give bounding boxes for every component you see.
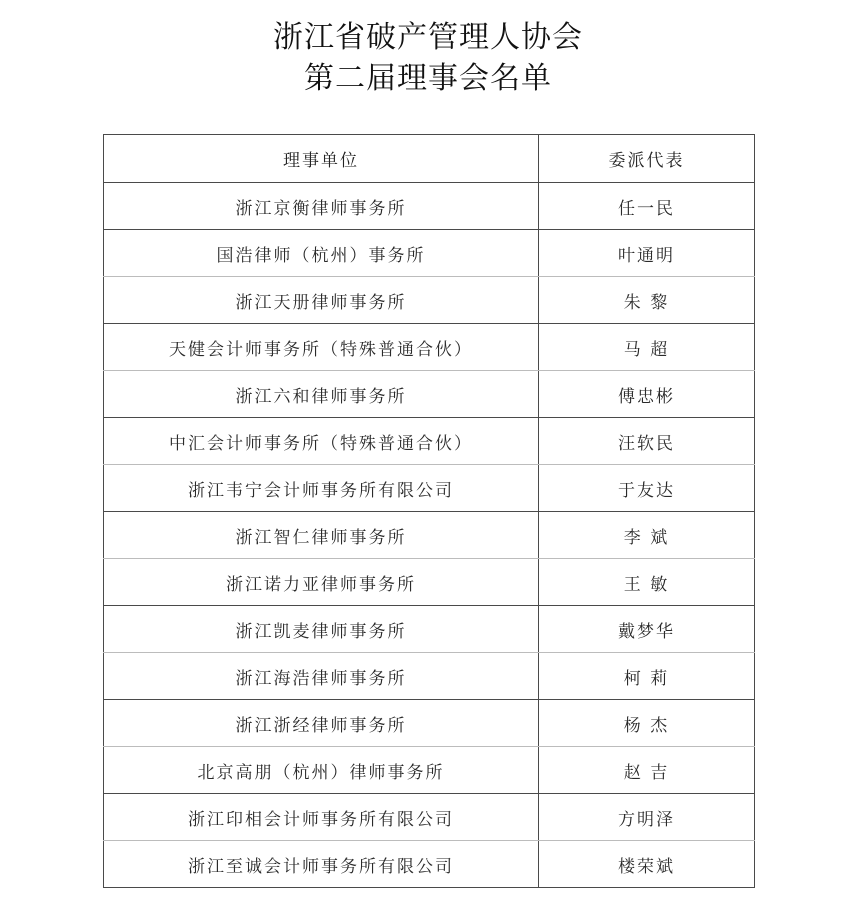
member-representative: 任一民 (539, 183, 755, 230)
member-unit: 浙江智仁律师事务所 (104, 512, 539, 559)
member-representative: 赵 吉 (539, 747, 755, 794)
table-row (104, 512, 755, 559)
member-representative: 李 斌 (539, 512, 755, 559)
table-row (104, 794, 755, 841)
member-unit: 浙江韦宁会计师事务所有限公司 (104, 465, 539, 512)
table-row (104, 559, 755, 606)
member-representative: 汪软民 (539, 418, 755, 465)
document-subtitle: 第二届理事会名单 (304, 61, 552, 96)
member-unit: 北京高朋（杭州）律师事务所 (104, 747, 539, 794)
table-row (104, 700, 755, 747)
column-header-unit: 理事单位 (104, 135, 539, 183)
member-representative: 马 超 (539, 324, 755, 371)
member-representative: 傅忠彬 (539, 371, 755, 418)
member-representative: 王 敏 (539, 559, 755, 606)
member-representative: 楼荣斌 (539, 841, 755, 888)
table-row (104, 183, 755, 230)
column-header-representative: 委派代表 (539, 135, 755, 183)
member-representative: 杨 杰 (539, 700, 755, 747)
document-title: 浙江省破产管理人协会 (273, 20, 583, 55)
member-unit: 浙江天册律师事务所 (104, 277, 539, 324)
member-representative: 柯 莉 (539, 653, 755, 700)
member-representative: 于友达 (539, 465, 755, 512)
member-unit: 浙江京衡律师事务所 (104, 183, 539, 230)
member-representative: 戴梦华 (539, 606, 755, 653)
member-unit: 浙江六和律师事务所 (104, 371, 539, 418)
table-row (104, 324, 755, 371)
table-header-row (104, 135, 755, 183)
member-unit: 天健会计师事务所（特殊普通合伙） (104, 324, 539, 371)
member-representative: 叶通明 (539, 230, 755, 277)
member-unit: 浙江至诚会计师事务所有限公司 (104, 841, 539, 888)
table-row (104, 277, 755, 324)
member-representative: 朱 黎 (539, 277, 755, 324)
member-unit: 浙江印相会计师事务所有限公司 (104, 794, 539, 841)
council-member-table (103, 134, 755, 888)
member-unit: 浙江凯麦律师事务所 (104, 606, 539, 653)
member-representative: 方明泽 (539, 794, 755, 841)
member-unit: 国浩律师（杭州）事务所 (104, 230, 539, 277)
member-unit: 浙江海浩律师事务所 (104, 653, 539, 700)
member-unit: 浙江诺力亚律师事务所 (104, 559, 539, 606)
table-row (104, 465, 755, 512)
table-row (104, 841, 755, 888)
table-row (104, 606, 755, 653)
member-unit: 浙江浙经律师事务所 (104, 700, 539, 747)
table-row (104, 653, 755, 700)
member-unit: 中汇会计师事务所（特殊普通合伙） (104, 418, 539, 465)
table-row (104, 747, 755, 794)
table-row (104, 230, 755, 277)
table-row (104, 418, 755, 465)
table-row (104, 371, 755, 418)
